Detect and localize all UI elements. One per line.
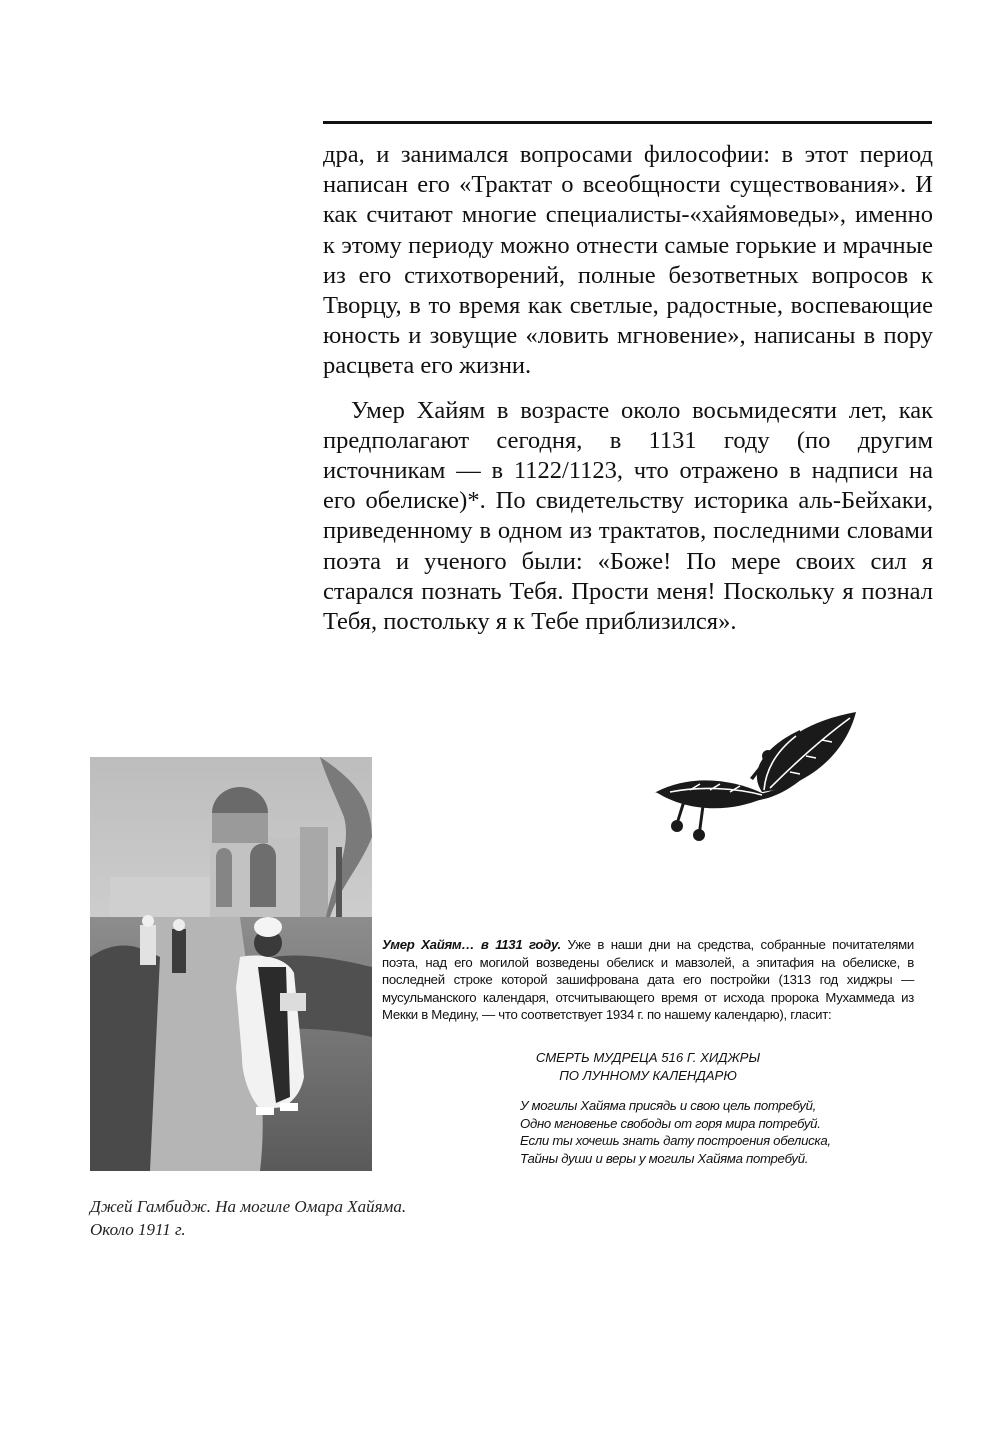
epitaph-title (382, 1049, 914, 1084)
side-note (382, 936, 914, 1024)
main-paragraph-1: дра, и занимался вопросами философии: в этот период написан его «Трактат о всеобщности существования». И как считают многие специалисты-«хайямоведы», именно к этому периоду можно отнести самые горькие и мрачные из его стихотворений, полные безответных вопросов к Творцу, в то время как светлые, радостные, воспевающие юность и зовущие «ловить мгновение», написаны в пору расцвета его жизни. (323, 141, 933, 380)
main-text (323, 140, 933, 637)
epitaph-verse (520, 1097, 920, 1167)
side-note-body: Уже в наши дни на средства, собранные почитателями поэта, над его могилой возведены обелиск и мавзолей, а эпитафия на обелиске, в последней строке которой зашифрована дата его постройки (1313 год хиджры — мусульманского календаря, отсчитывающего время от исхода пророка Мухаммеда из Мекки в Медину, — что соответствует 1934 г. по нашему календарю), гласит: (382, 937, 914, 1022)
leaf-branch-icon (650, 708, 860, 848)
verse-line: Одно мгновенье свободы от горя мира потребуй. (520, 1115, 821, 1131)
caption-line-1: Джей Гамбидж. На могиле Омара Хайяма. (90, 1197, 407, 1216)
caption-line-2: Около 1911 г. (90, 1220, 186, 1239)
side-note-lead: Умер Хайям… в 1131 году. (382, 937, 561, 952)
header-rule (323, 121, 932, 124)
main-paragraph-2: Умер Хайям в возрасте около восьмидесяти лет, как предполагают сегодня, в 1131 году (по другим источникам — в 1122/1123, что отражено в надписи на его обелиске)*. По свидетельству историка аль-Бейхаки, приведенному в одном из трактатов, последними словами поэта и ученого были: «Боже! По мере своих сил я старался познать Тебя. Прости меня! Поскольку я познал Тебя, постольку я к Тебе приблизился». (323, 396, 933, 636)
epitaph-title-line-1: СМЕРТЬ МУДРЕЦА 516 Г. ХИДЖРЫ (535, 1050, 761, 1065)
illustration-caption (90, 1195, 470, 1241)
verse-line: Если ты хочешь знать дату построения обелиска, (520, 1133, 831, 1148)
epitaph-title-line-2: ПО ЛУННОМУ КАЛЕНДАРЮ (559, 1067, 737, 1083)
verse-line: У могилы Хайяма присядь и свою цель потребуй, (520, 1098, 817, 1113)
verse-line: Тайны души и веры у могилы Хайяма потребуй. (520, 1150, 809, 1166)
illustration-omar-khayyam-tomb (90, 757, 372, 1171)
